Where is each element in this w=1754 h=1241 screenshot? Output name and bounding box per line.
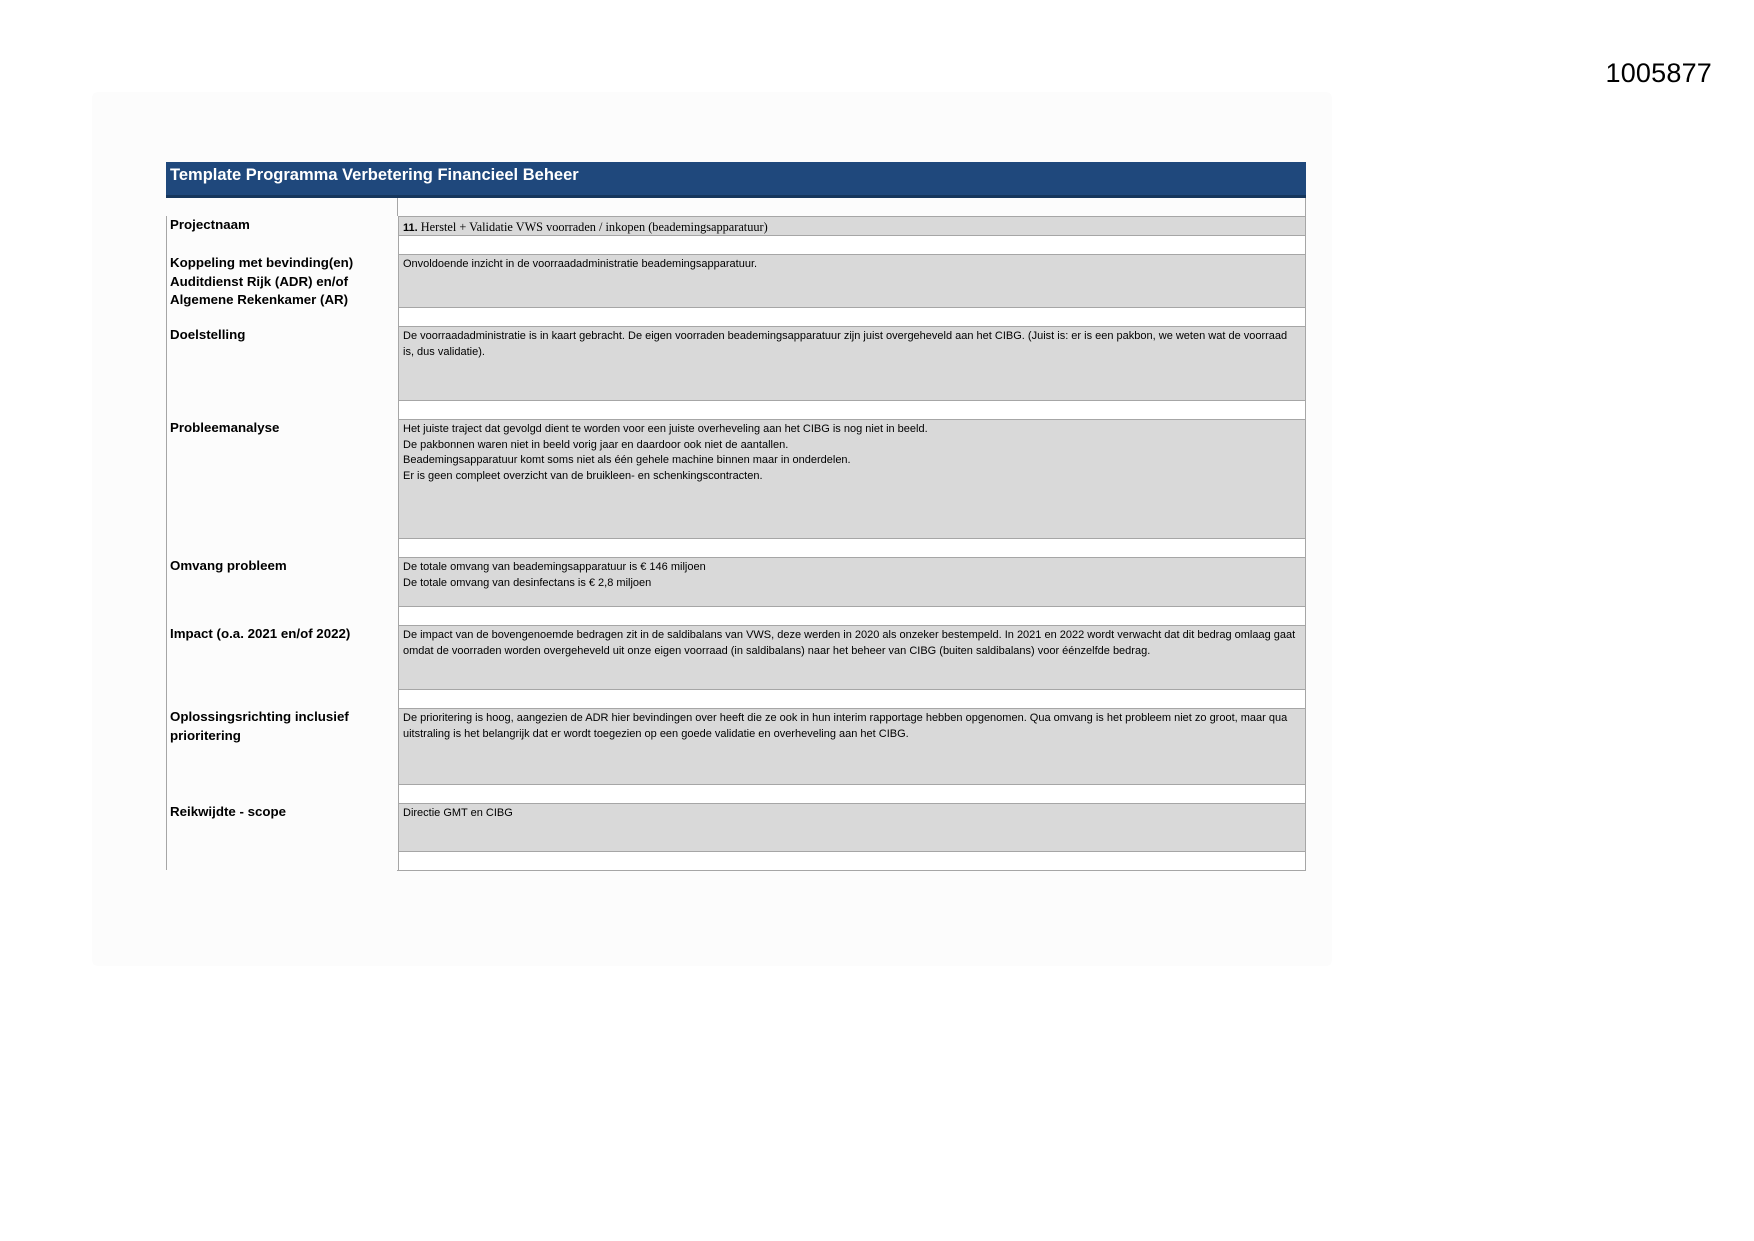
label-line: Projectnaam [170,217,250,232]
row-spacer [398,401,1305,419]
label-koppeling [167,254,398,326]
document-number: 1005877 [1605,58,1712,88]
row-spacer [398,607,1305,625]
form-bottom-border [397,870,1306,871]
value-column [398,708,1306,803]
top-gap [397,198,1306,216]
label-omvang [167,557,398,625]
row-spacer [398,308,1305,326]
value-impact: De impact van de bovengenoemde bedragen zit in de saldibalans van VWS, deze werden in 2020 als onzeker bestempeld. In 2021 en 2022 wordt verwacht dat dit bedrag omlaag gaat omdat de voorraden worden overgeheveld uit onze eigen voorraad (in saldibalans) naar het beheer van CIBG (buiten saldibalans) voor éénzelfde bedrag. [398,625,1305,690]
label-line: Auditdienst Rijk (ADR) en/of [170,273,349,289]
value-column [398,326,1306,419]
value-projectnaam [398,216,1305,236]
row-reikwijdte [167,803,1306,870]
label-line: Reikwijdte - scope [170,804,287,819]
label-reikwijdte [167,803,398,870]
label-line: prioritering [170,727,241,743]
template-form [166,162,1306,871]
row-impact [167,625,1306,708]
row-spacer [398,690,1305,708]
label-line: Doelstelling [170,327,246,342]
value-column [398,557,1306,625]
label-projectnaam [167,216,398,254]
row-spacer [398,852,1305,870]
value-column [398,216,1306,254]
label-line: Oplossingsrichting inclusief [170,709,349,724]
row-spacer [398,236,1305,254]
row-koppeling [167,254,1306,326]
value-oplossingsrichting: De prioritering is hoog, aangezien de ADR hier bevindingen over heeft die ze ook in hun interim rapportage hebben opgenomen. Qua omvang is het probleem niet zo groot, maar qua uitstraling is het belangrijk dat er wordt toegezien op een goede validatie en overheveling aan het CIBG. [398,708,1305,785]
project-number: 11. [403,222,418,234]
row-doelstelling [167,326,1306,419]
value-column [398,419,1306,557]
value-reikwijdte: Directie GMT en CIBG [398,803,1305,852]
row-oplossingsrichting [167,708,1306,803]
row-projectnaam [167,216,1306,254]
label-probleemanalyse [167,419,398,557]
value-omvang: De totale omvang van beademingsapparatuur is € 146 miljoen De totale omvang van desinfectans is € 2,8 miljoen [398,557,1305,607]
label-line: Impact (o.a. 2021 en/of 2022) [170,626,351,641]
row-spacer [398,785,1305,803]
value-column [398,625,1306,708]
label-line: Algemene Rekenkamer (AR) [170,292,349,307]
value-doelstelling: De voorraadadministratie is in kaart gebracht. De eigen voorraden beademingsapparatuur zijn juist overgeheveld aan het CIBG. (Juist is: er is een pakbon, we weten wat de voorraad is, dus validatie). [398,326,1305,401]
label-line: Probleemanalyse [170,420,280,435]
value-column [398,254,1306,326]
project-name: Herstel + Validatie VWS voorraden / inkopen (beademingsapparatuur) [420,220,768,234]
value-probleemanalyse: Het juiste traject dat gevolgd dient te worden voor een juiste overheveling aan het CIBG is nog niet in beeld. De pakbonnen waren niet in beeld vorig jaar en daardoor ook niet de aantallen. Beademingsapparatuur komt soms niet als één gehele machine binnen maar in onderdelen. Er is geen compleet overzicht van de bruikleen- en schenkingscontracten. [398,419,1305,539]
label-line: Omvang probleem [170,558,287,573]
row-spacer [398,539,1305,557]
form-title: Template Programma Verbetering Financieel Beheer [166,162,1306,198]
value-column [398,803,1306,870]
label-line: Koppeling met bevinding(en) [170,255,354,270]
row-probleemanalyse [167,419,1306,557]
label-oplossingsrichting [167,708,398,803]
value-koppeling: Onvoldoende inzicht in de voorraadadministratie beademingsapparatuur. [398,254,1305,308]
form-rows [166,216,1306,870]
row-omvang [167,557,1306,625]
label-doelstelling [167,326,398,419]
label-impact [167,625,398,708]
